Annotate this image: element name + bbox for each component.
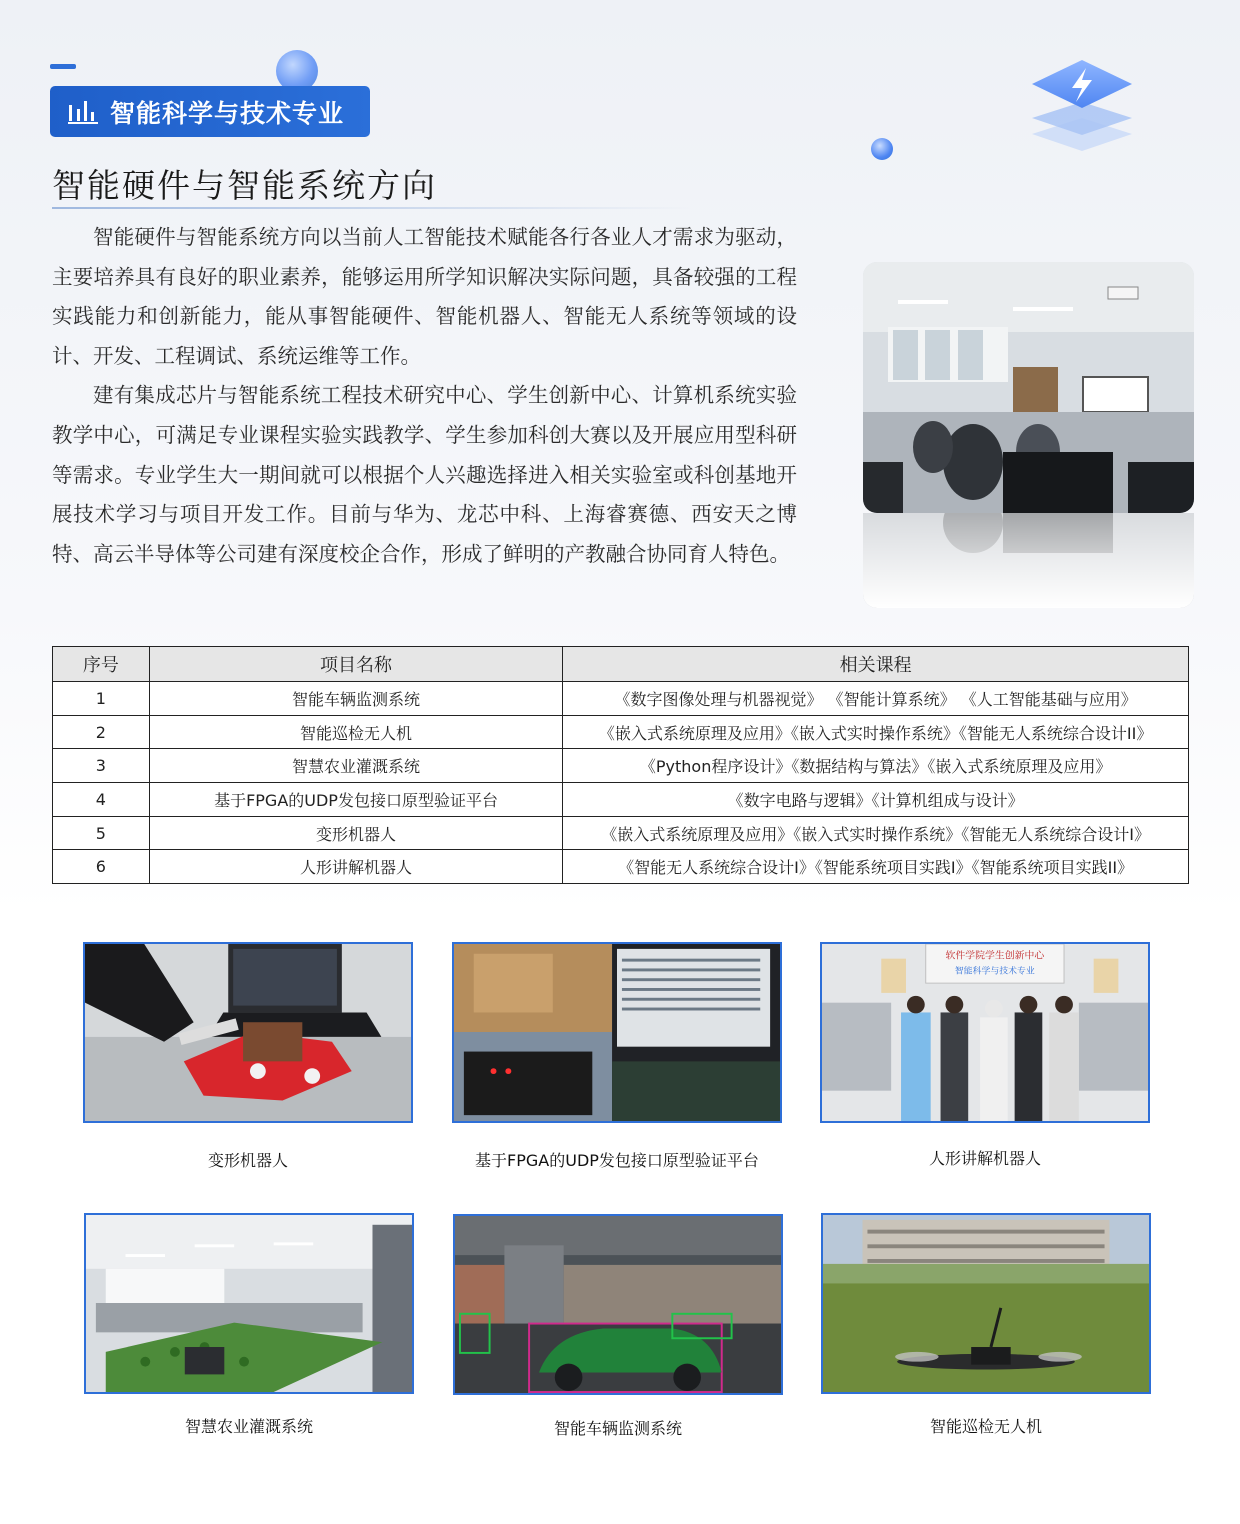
table-row [53,816,1189,850]
row-project: 智慧农业灌溉系统 [149,749,562,783]
caption-inspection-drone: 智能巡检无人机 [929,1417,1042,1436]
row-courses: 《嵌入式系统原理及应用》《嵌入式实时操作系统》《智能无人系统综合设计II》 [563,715,1189,749]
transforming-robot-photo [83,942,413,1123]
row-courses: 《嵌入式系统原理及应用》《嵌入式实时操作系统》《智能无人系统综合设计I》 [563,816,1189,850]
header-project: 项目名称 [149,647,562,682]
caption-transforming-robot: 变形机器人 [207,1151,288,1170]
caption-smart-irrigation: 智慧农业灌溉系统 [184,1417,313,1436]
caption-fpga-platform: 基于FPGA的UDP发包接口原型验证平台 [475,1151,759,1170]
caption-humanoid-robot: 人形讲解机器人 [928,1149,1041,1168]
smart-irrigation-photo [84,1213,414,1394]
header-courses: 相关课程 [563,647,1189,682]
humanoid-robot-photo [820,942,1150,1123]
table-row [53,682,1189,716]
table-row [53,850,1189,884]
row-courses: 《数字图像处理与机器视觉》 《智能计算系统》 《人工智能基础与应用》 [563,682,1189,716]
layers-lightning-icon [1030,56,1134,152]
lab-photo-reflection [863,513,1194,608]
row-index: 4 [53,783,150,817]
project-table [52,646,1189,884]
row-project: 基于FPGA的UDP发包接口原型验证平台 [149,783,562,817]
major-badge [50,86,370,137]
row-project: 智能车辆监测系统 [149,682,562,716]
intro-text [52,218,797,574]
intro-paragraph-1: 智能硬件与智能系统方向以当前人工智能技术赋能各行各业人才需求为驱动，主要培养具有良好的职业素养，能够运用所学知识解决实际问题，具备较强的工程实践能力和创新能力，能从事智能硬件、智能机器人、智能无人系统等领域的设计、开发、工程调试、系统运维等工作。 [52,225,797,368]
row-project: 人形讲解机器人 [149,850,562,884]
row-courses: 《数字电路与逻辑》《计算机组成与设计》 [563,783,1189,817]
decorative-orb-small [871,138,893,160]
bar-chart-icon [68,99,98,125]
row-index: 3 [53,749,150,783]
row-courses: 《智能无人系统综合设计I》《智能系统项目实践I》《智能系统项目实践II》 [563,850,1189,884]
inspection-drone-photo [821,1213,1151,1394]
row-project: 智能巡检无人机 [149,715,562,749]
table-row [53,749,1189,783]
row-courses: 《Python程序设计》《数据结构与算法》《嵌入式系统原理及应用》 [563,749,1189,783]
title-underline [52,207,692,209]
lab-banner-line1: 软件学院学生创新中心 [945,950,1045,962]
row-index: 6 [53,850,150,884]
table-header-row [53,647,1189,682]
accent-dash [50,64,76,69]
row-project: 变形机器人 [149,816,562,850]
lab-classroom-photo [863,262,1194,513]
row-index: 1 [53,682,150,716]
fpga-platform-photo [452,942,782,1123]
vehicle-monitoring-photo [453,1214,783,1395]
major-name: 智能科学与技术专业 [110,98,345,128]
intro-paragraph-2: 建有集成芯片与智能系统工程技术研究中心、学生创新中心、计算机系统实验教学中心，可满足专业课程实验实践教学、学生参加科创大赛以及开展应用型科研等需求。专业学生大一期间就可以根据个人兴趣选择进入相关实验室或科创基地开展技术学习与项目开发工作。目前与华为、龙芯中科、上海睿赛德、西安天之博特、高云半导体等公司建有深度校企合作，形成了鲜明的产教融合协同育人特色。 [52,383,797,566]
section-title: 智能硬件与智能系统方向 [52,166,437,205]
row-index: 5 [53,816,150,850]
table-row [53,783,1189,817]
row-index: 2 [53,715,150,749]
table-row [53,715,1189,749]
header-index: 序号 [53,647,150,682]
caption-vehicle-monitoring: 智能车辆监测系统 [553,1419,682,1438]
lab-banner-line2: 智能科学与技术专业 [954,966,1035,977]
